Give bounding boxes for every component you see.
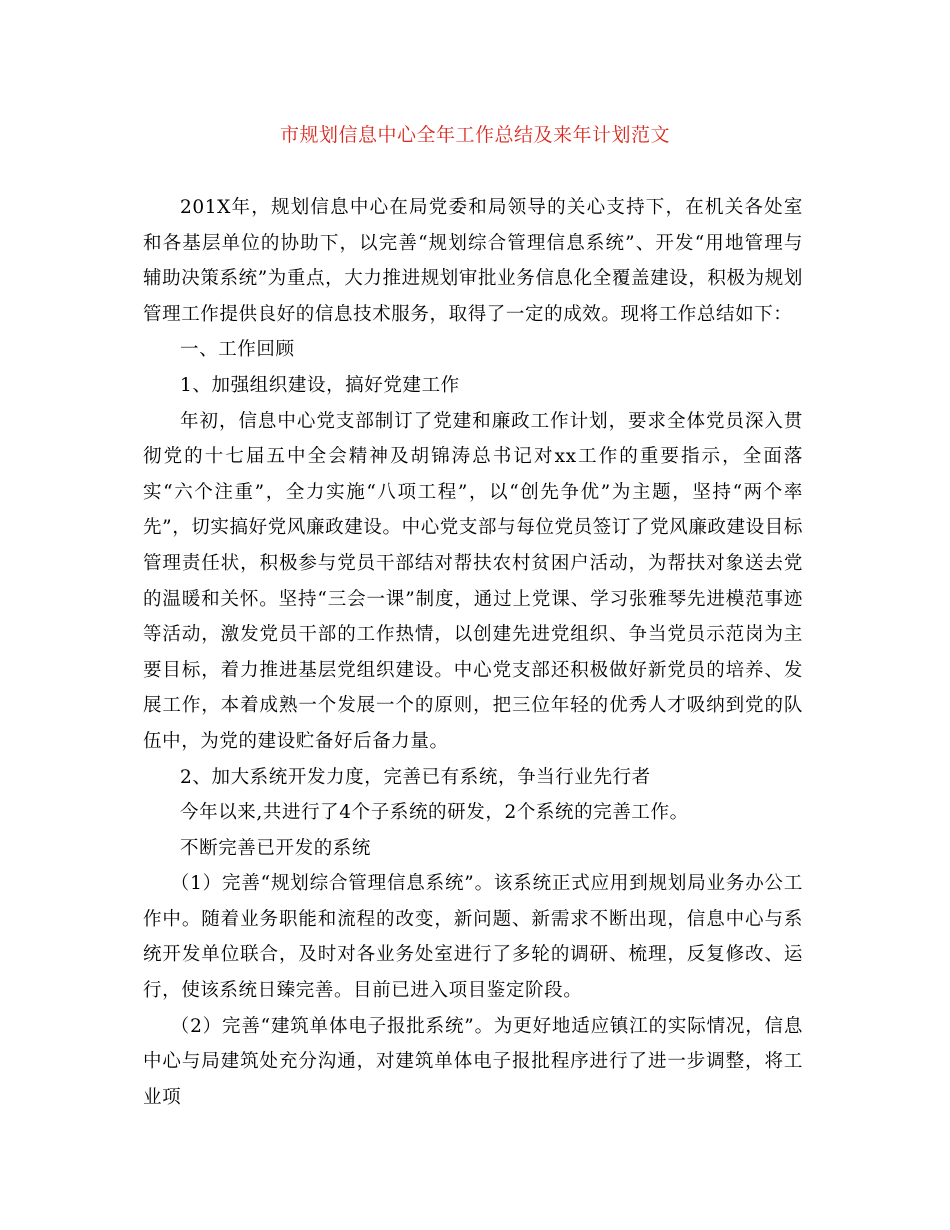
item-2-paragraph: （2）完善“建筑单体电子报批系统”。为更好地适应镇江的实际情况，信息中心与局建筑处充分沟通，对建筑单体电子报批程序进行了进一步调整，将工业项 <box>143 1015 803 1108</box>
subheading-improve-systems: 不断完善已开发的系统 <box>180 837 372 859</box>
section-heading-review: 一、工作回顾 <box>180 339 295 361</box>
intro-paragraph: 201X年，规划信息中心在局党委和局领导的关心支持下，在机关各处室和各基层单位的协助下，以完善“规划综合管理信息系统”、开发“用地管理与辅助决策系统”为重点，大力推进规划审批业务信息化全覆盖建设，积极为规划管理工作提供良好的信息技术服务，取得了一定的成效。现将工作总结如下： <box>143 197 803 325</box>
system-development-summary: 今年以来,共进行了4个子系统的研发，2个系统的完善工作。 <box>180 802 689 824</box>
document-title: 市规划信息中心全年工作总结及来年计划范文 <box>279 124 670 146</box>
item-1-paragraph: （1）完善“规划综合管理信息系统”。该系统正式应用到规划局业务办公工作中。随着业务职能和流程的改变，新问题、新需求不断出现，信息中心与系统开发单位联合，及时对各业务处室进行了多轮的调研、梳理，反复修改、运行，使该系统日臻完善。目前已进入项目鉴定阶段。 <box>143 873 803 1002</box>
document-body <box>143 190 803 1115</box>
party-building-paragraph: 年初，信息中心党支部制订了党建和廉政工作计划，要求全体党员深入贯彻党的十七届五中全会精神及胡锦涛总书记对xx工作的重要指示，全面落实“六个注重”，全力实施“八项工程”，以“创先争优”为主题，坚持“两个率先”，切实搞好党风廉政建设。中心党支部与每位党员签订了党风廉政建设目标管理责任状，积极参与党员干部结对帮扶农村贫困户活动，为帮扶对象送去党的温暖和关怀。坚持“三会一课”制度，通过上党课、学习张雅琴先进模范事迹等活动，激发党员干部的工作热情，以创建先进党组织、争当党员示范岗为主要目标，着力推进基层党组织建设。中心党支部还积极做好新党员的培养、发展工作，本着成熟一个发展一个的原则，把三位年轻的优秀人才吸纳到党的队伍中，为党的建设贮备好后备力量。 <box>143 410 803 752</box>
subheading-party-building: 1、加强组织建设，搞好党建工作 <box>180 374 460 396</box>
subheading-system-development: 2、加大系统开发力度，完善已有系统，争当行业先行者 <box>180 766 651 788</box>
